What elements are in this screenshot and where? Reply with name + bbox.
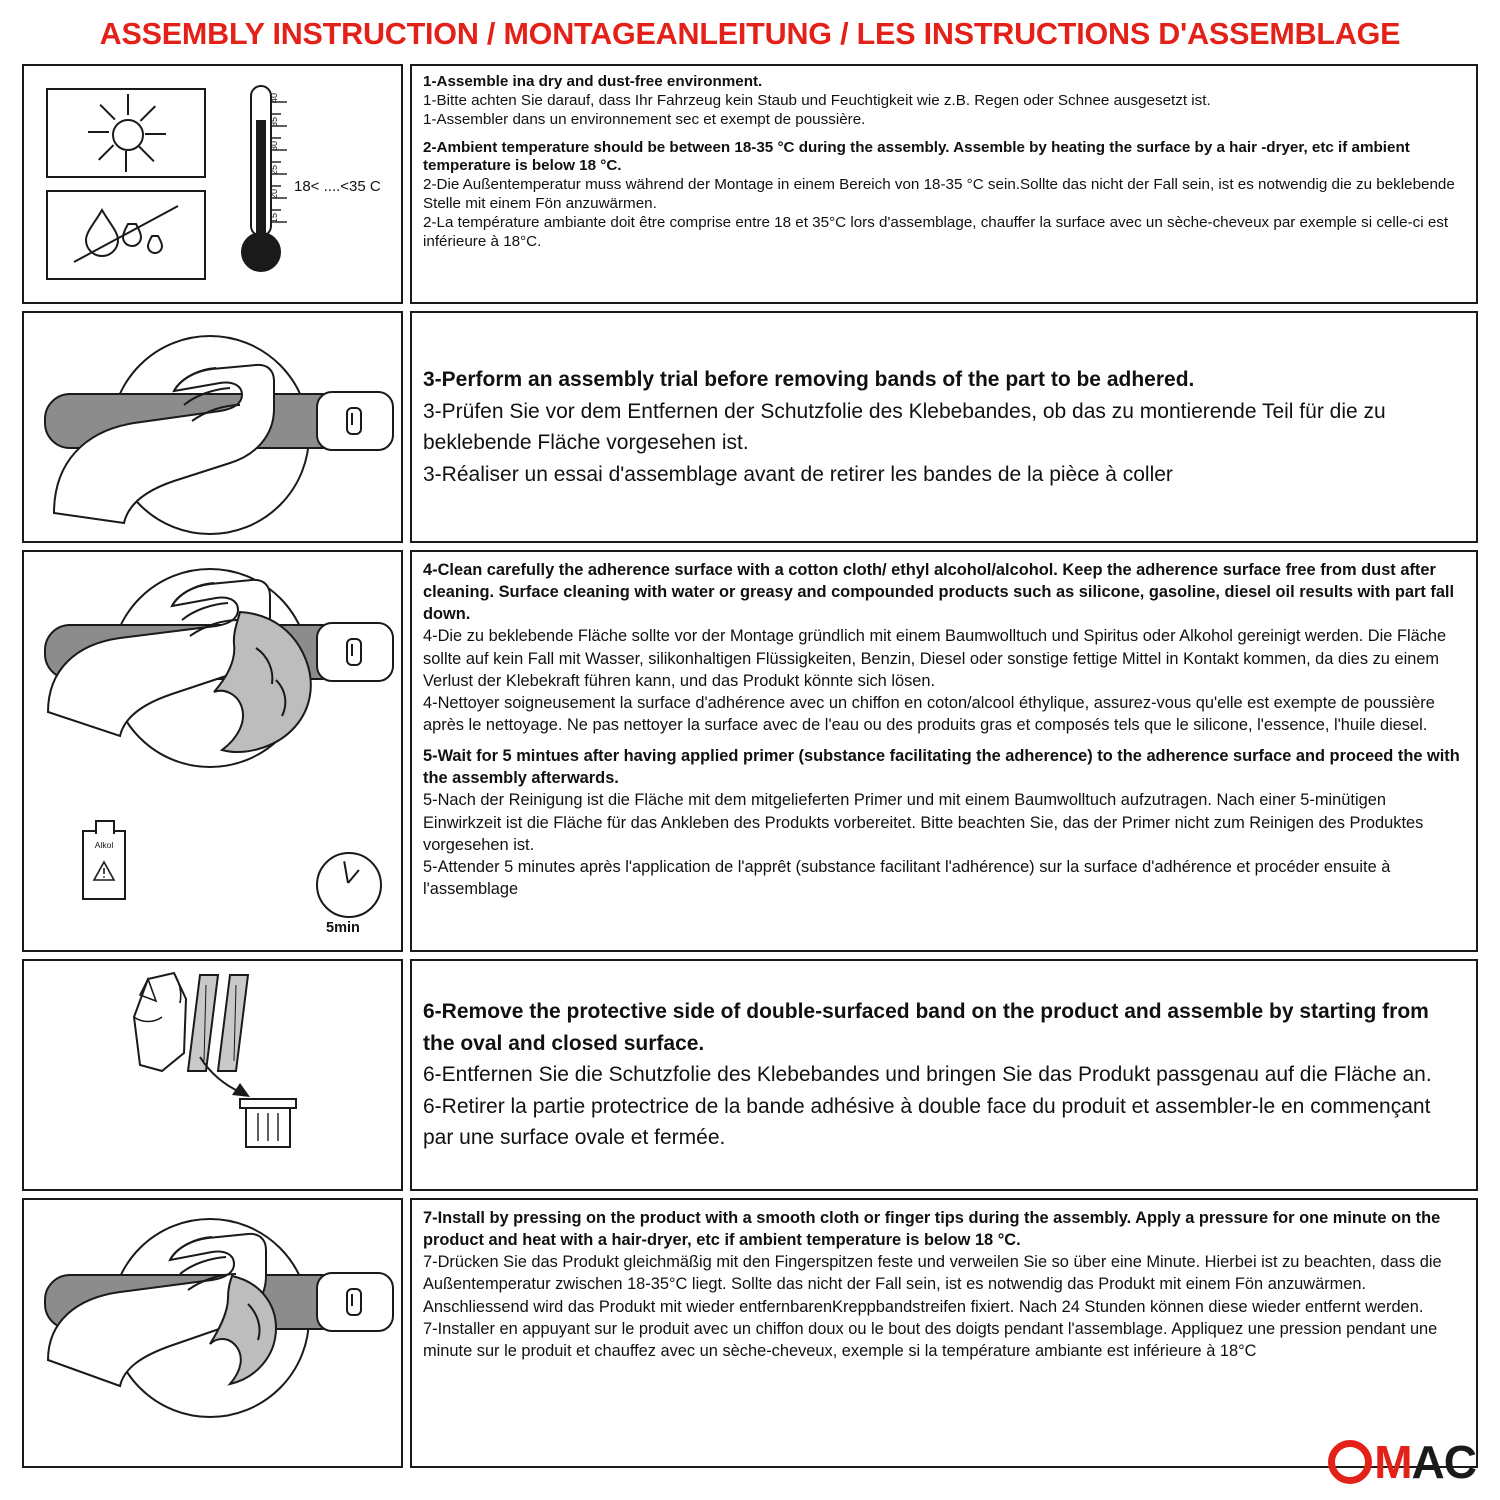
step-1-fr: 1-Assembler dans un environnement sec et exempt de poussière. [423, 110, 866, 128]
hand-pressing-icon [24, 1200, 403, 1468]
step-2-de: 2-Die Außentemperatur muss während der Montage in einem Bereich von 18-35 °C sein.Sollte das nicht der Fall sein, ist es notwendig die zu beklebende Stelle mit einem Fön anzuwärmen. [423, 176, 1455, 213]
omac-logo [1328, 1436, 1476, 1488]
svg-text:15: 15 [269, 213, 279, 224]
instruction-row-3 [22, 550, 1478, 952]
logo-ac: AC [1411, 1436, 1476, 1488]
text-step-7 [410, 1198, 1478, 1468]
step-1-block [423, 73, 1465, 130]
step-5-fr: 5-Attender 5 minutes après l'application de l'apprêt (substance facilitant l'adhérence) sur la surface d'adhérence et procéder ensuite à l'assemblage [423, 857, 1391, 898]
hand-icon [24, 313, 403, 543]
no-water-icon [66, 200, 186, 270]
figure-press-install [22, 1198, 403, 1468]
step-7-de: 7-Drücken Sie das Produkt gleichmäßig mit den Fingerspitzen feste und verweilen Sie so über eine Minute. Hierbei ist zu beachten, dass die Außentemperatur zwischen 18-35°C liegt. Sollte das nicht der Fall sein, ist es notwendig das Produkt mit einem Fön anzuwärmen. Anschliessend wird das Produkt mit wieder entfernbarenKreppbandstreifen fixiert. Nach 24 Stunden können diese wieder entfernt werden. [423, 1253, 1442, 1316]
sun-panel [46, 88, 206, 178]
warning-triangle-icon [92, 860, 116, 882]
peel-backing-icon [24, 961, 403, 1191]
instruction-row-1 [22, 64, 1478, 304]
figure-cleaning [22, 550, 403, 952]
step-6-de: 6-Entfernen Sie die Schutzfolie des Klebebandes und bringen Sie das Produkt passgenau auf die Fläche an. [423, 1063, 1432, 1087]
step-6-fr: 6-Retirer la partie protectrice de la bande adhésive à double face du produit et assembler-le en commençant par une surface ovale et fermée. [423, 1094, 1431, 1150]
step-4-block [423, 559, 1465, 736]
figure-remove-backing [22, 959, 403, 1191]
step-5-de: 5-Nach der Reinigung ist die Fläche mit dem mitgelieferten Primer und mit einem Baumwolltuch aufzutragen. Nach einer 5-minütigen Einwirkzeit ist die Fläche für das Ankleben des Produkts vorbereitet. Bitte beachten Sie, das der Primer nicht zum Reinigen des Produktes vorgesehen ist. [423, 791, 1424, 854]
step-4-fr: 4-Nettoyer soigneusement la surface d'adhérence avec un chiffon en coton/alcool éthylique, assurez-vous qu'elle est exempte de poussière après le nettoyage. Ne pas nettoyer la surface avec de l'eau ou des produits gras et composés tels que le silicone, l'essence, l'huile diesel. [423, 693, 1435, 734]
step-5-en: 5-Wait for 5 mintues after having applied primer (substance facilitating the adherence) to the adherence surface and proceed the with the assembly afterwards. [423, 747, 1460, 788]
step-6-block [423, 996, 1465, 1154]
step-3-de: 3-Prüfen Sie vor dem Entfernen der Schutzfolie des Klebebandes, ob das zu montierende Teil für die zu beklebende Fläche vorgesehen ist. [423, 399, 1386, 455]
step-6-en: 6-Remove the protective side of double-surfaced band on the product and assemble by starting from the oval and closed surface. [423, 1000, 1429, 1055]
svg-text:20: 20 [269, 189, 279, 200]
instruction-row-5 [22, 1198, 1478, 1468]
step-2-block [423, 139, 1465, 252]
figure-assembly-trial [22, 311, 403, 543]
step-4-en: 4-Clean carefully the adherence surface with a cotton cloth/ ethyl alcohol/alcohol. Keep the adherence surface free from dust after cleaning. Surface cleaning with water or greasy and compounded products such as silicone, gasoline, diesel oil results with part fall down. [423, 561, 1455, 624]
step-2-fr: 2-La température ambiante doit être comprise entre 18 et 35°C lors d'assemblage, chauffer la surface avec un sèche-cheveux par exemple si celle-ci est inférieure à 18°C. [423, 213, 1449, 250]
step-7-en: 7-Install by pressing on the product with a smooth cloth or finger tips during the assembly. Apply a pressure for one minute on the product and heat with a hair-dryer, etc if ambient temperature is below 18 °C. [423, 1209, 1441, 1250]
text-step-1-2 [410, 64, 1478, 304]
logo-m: M [1374, 1436, 1412, 1488]
svg-text:35: 35 [269, 117, 279, 128]
svg-text:25: 25 [269, 165, 279, 176]
instruction-row-2 [22, 311, 1478, 543]
no-water-panel [46, 190, 206, 280]
temperature-range-label: 18< ....<35 C [294, 178, 381, 196]
timer-label: 5min [326, 920, 360, 937]
svg-text:40: 40 [269, 93, 279, 104]
svg-text:30: 30 [269, 141, 279, 152]
figure-environment [22, 64, 403, 304]
instruction-row-4 [22, 959, 1478, 1191]
text-step-3 [410, 311, 1478, 543]
clock-icon [316, 852, 382, 918]
instruction-grid [22, 64, 1478, 1468]
step-1-en: 1-Assemble ina dry and dust-free environment. [423, 73, 763, 91]
text-step-6 [410, 959, 1478, 1191]
step-5-block [423, 745, 1465, 900]
alcohol-bottle-icon [82, 830, 126, 900]
step-7-block [423, 1207, 1465, 1362]
step-4-de: 4-Die zu beklebende Fläche sollte vor der Montage gründlich mit einem Baumwolltuch und Spiritus oder Alkohol gereinigt werden. Die Fläche sollte auf kein Fall mit Wasser, silikonhaltigen Flüssigkeiten, Benzin, Diesel oder sonstige fettige Mittel in Kontakt kommen, da dies zu einem Verlust der Klebekraft führen kann, und das Produkt könnte sich lösen. [423, 627, 1447, 690]
step-3-block [423, 364, 1465, 490]
page-title: ASSEMBLY INSTRUCTION / MONTAGEANLEITUNG / LES INSTRUCTIONS D'ASSEMBLAGE [99, 17, 1401, 51]
text-step-4-5 [410, 550, 1478, 952]
alcohol-bottle-label: Alkol [94, 840, 114, 851]
logo-o-icon [1328, 1440, 1372, 1484]
step-7-fr: 7-Installer en appuyant sur le produit avec un chiffon doux ou le bout des doigts pendant l'assemblage. Appliquez une pression pendant une minute sur le produit et chauffez avec un sèche-cheveux, exemple si la température ambiante est inférieure à 18°C [423, 1319, 1438, 1360]
step-1-de: 1-Bitte achten Sie darauf, dass Ihr Fahrzeug kein Staub und Feuchtigkeit wie z.B. Regen oder Schnee ausgesetzt ist. [423, 91, 1211, 109]
step-3-en: 3-Perform an assembly trial before removing bands of the part to be adhered. [423, 368, 1195, 392]
step-3-fr: 3-Réaliser un essai d'assemblage avant de retirer les bandes de la pièce à coller [423, 462, 1173, 486]
step-2-en: 2-Ambient temperature should be between 18-35 °C during the assembly. Assemble by heating the surface by a hair -dryer, etc if ambient temperature is below 18 °C. [423, 138, 1410, 175]
